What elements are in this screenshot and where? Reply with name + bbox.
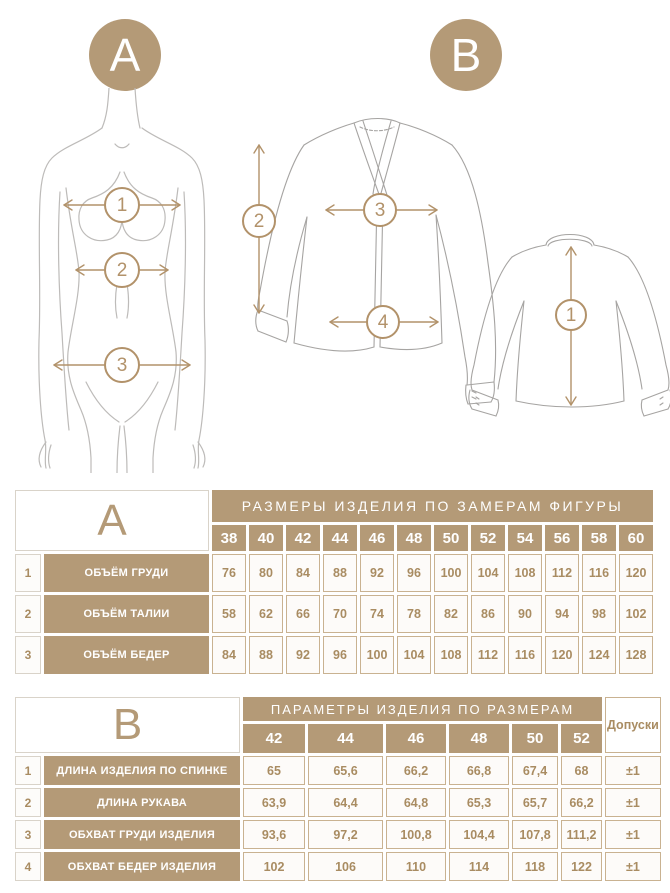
value-cell: 111,2 <box>561 820 602 849</box>
value-cell: 62 <box>249 595 283 633</box>
value-cell: 92 <box>360 554 394 592</box>
value-cell: 102 <box>619 595 653 633</box>
row-number-cell: 1 <box>15 554 41 592</box>
table-a-title: РАЗМЕРЫ ИЗДЕЛИЯ ПО ЗАМЕРАМ ФИГУРЫ <box>212 490 653 522</box>
size-header-cell: 48 <box>397 525 431 551</box>
value-cell: 118 <box>512 852 558 881</box>
value-cell: 100 <box>360 636 394 674</box>
value-cell: 65,7 <box>512 788 558 817</box>
value-cell: 58 <box>212 595 246 633</box>
value-cell: 122 <box>561 852 602 881</box>
size-header-cell: 56 <box>545 525 579 551</box>
measure-point-1-label: 1 <box>116 195 128 216</box>
table-b-corner-label: B <box>15 697 240 753</box>
row-number-cell: 1 <box>15 756 41 785</box>
value-cell: 116 <box>508 636 542 674</box>
size-header-cell: 52 <box>471 525 505 551</box>
value-cell: 66,2 <box>561 788 602 817</box>
value-cell: 74 <box>360 595 394 633</box>
figure-measurement-diagram <box>20 88 225 473</box>
table-b-title: ПАРАМЕТРЫ ИЗДЕЛИЯ ПО РАЗМЕРАМ <box>243 697 602 721</box>
table-row <box>15 554 653 592</box>
size-header-cell: 40 <box>249 525 283 551</box>
tolerance-cell: ±1 <box>605 756 661 785</box>
value-cell: 88 <box>323 554 357 592</box>
table-row <box>15 788 661 817</box>
bust-measure <box>64 188 180 222</box>
value-cell: 70 <box>323 595 357 633</box>
value-cell: 68 <box>561 756 602 785</box>
table-garment-parameters <box>12 694 664 884</box>
value-cell: 65,3 <box>449 788 509 817</box>
value-cell: 96 <box>397 554 431 592</box>
value-cell: 100 <box>434 554 468 592</box>
value-cell: 98 <box>582 595 616 633</box>
table-row <box>15 636 653 674</box>
value-cell: 64,8 <box>386 788 446 817</box>
row-number-cell: 2 <box>15 595 41 633</box>
value-cell: 88 <box>249 636 283 674</box>
size-header-cell: 60 <box>619 525 653 551</box>
value-cell: 96 <box>323 636 357 674</box>
value-cell: 104 <box>471 554 505 592</box>
value-cell: 102 <box>243 852 305 881</box>
size-header-cell: 50 <box>512 724 558 753</box>
value-cell: 94 <box>545 595 579 633</box>
size-header-cell: 44 <box>323 525 357 551</box>
tolerance-cell: ±1 <box>605 852 661 881</box>
row-label-cell: ОБЪЁМ ГРУДИ <box>44 554 209 592</box>
value-cell: 76 <box>212 554 246 592</box>
table-row <box>15 756 661 785</box>
value-cell: 66,2 <box>386 756 446 785</box>
value-cell: 66 <box>286 595 320 633</box>
tolerance-cell: ±1 <box>605 820 661 849</box>
value-cell: 104 <box>397 636 431 674</box>
section-b-badge: B <box>430 19 502 91</box>
value-cell: 63,9 <box>243 788 305 817</box>
value-cell: 65 <box>243 756 305 785</box>
value-cell: 114 <box>449 852 509 881</box>
value-cell: 108 <box>434 636 468 674</box>
value-cell: 106 <box>308 852 383 881</box>
back-length-measure <box>556 247 586 405</box>
value-cell: 92 <box>286 636 320 674</box>
row-number-cell: 2 <box>15 788 41 817</box>
row-label-cell: ОБЪЁМ ТАЛИИ <box>44 595 209 633</box>
value-cell: 64,4 <box>308 788 383 817</box>
chest-width-measure <box>326 194 437 226</box>
sleeve-length-measure <box>243 145 275 313</box>
value-cell: 93,6 <box>243 820 305 849</box>
value-cell: 108 <box>508 554 542 592</box>
size-header-cell: 42 <box>243 724 305 753</box>
tolerance-header-cell: Допуски <box>605 697 661 753</box>
size-header-cell: 46 <box>386 724 446 753</box>
value-cell: 104,4 <box>449 820 509 849</box>
tolerance-cell: ±1 <box>605 788 661 817</box>
size-header-cell: 38 <box>212 525 246 551</box>
value-cell: 112 <box>471 636 505 674</box>
value-cell: 120 <box>619 554 653 592</box>
value-cell: 78 <box>397 595 431 633</box>
value-cell: 97,2 <box>308 820 383 849</box>
measure-point-1-label: 1 <box>565 305 577 326</box>
value-cell: 80 <box>249 554 283 592</box>
row-label-cell: ДЛИНА РУКАВА <box>44 788 240 817</box>
value-cell: 67,4 <box>512 756 558 785</box>
size-header-cell: 42 <box>286 525 320 551</box>
value-cell: 116 <box>582 554 616 592</box>
row-number-cell: 3 <box>15 820 41 849</box>
size-header-cell: 58 <box>582 525 616 551</box>
value-cell: 65,6 <box>308 756 383 785</box>
value-cell: 66,8 <box>449 756 509 785</box>
row-label-cell: ДЛИНА ИЗДЕЛИЯ ПО СПИНКЕ <box>44 756 240 785</box>
size-header-cell: 48 <box>449 724 509 753</box>
table-row <box>15 820 661 849</box>
value-cell: 86 <box>471 595 505 633</box>
size-header-cell: 50 <box>434 525 468 551</box>
value-cell: 120 <box>545 636 579 674</box>
measure-point-4-label: 4 <box>377 312 389 333</box>
measure-point-3-label: 3 <box>374 200 386 221</box>
hem-width-measure <box>330 306 438 338</box>
value-cell: 82 <box>434 595 468 633</box>
table-a-corner-label: A <box>15 490 209 551</box>
waist-measure <box>76 253 168 287</box>
table-figure-measurements <box>12 487 656 677</box>
section-a-badge: A <box>89 19 161 91</box>
row-label-cell: ОБХВАТ ГРУДИ ИЗДЕЛИЯ <box>44 820 240 849</box>
table-row <box>15 852 661 881</box>
size-header-cell: 44 <box>308 724 383 753</box>
table-row <box>15 595 653 633</box>
row-number-cell: 4 <box>15 852 41 881</box>
row-label-cell: ОБХВАТ БЕДЕР ИЗДЕЛИЯ <box>44 852 240 881</box>
size-header-cell: 46 <box>360 525 394 551</box>
hip-measure <box>54 348 190 382</box>
value-cell: 110 <box>386 852 446 881</box>
value-cell: 100,8 <box>386 820 446 849</box>
measure-point-2-label: 2 <box>253 211 265 232</box>
measure-point-3-label: 3 <box>116 355 128 376</box>
value-cell: 107,8 <box>512 820 558 849</box>
value-cell: 128 <box>619 636 653 674</box>
value-cell: 84 <box>286 554 320 592</box>
size-header-cell: 54 <box>508 525 542 551</box>
value-cell: 124 <box>582 636 616 674</box>
value-cell: 90 <box>508 595 542 633</box>
blouse-back-diagram <box>452 213 670 418</box>
row-label-cell: ОБЪЁМ БЕДЕР <box>44 636 209 674</box>
value-cell: 84 <box>212 636 246 674</box>
measure-point-2-label: 2 <box>116 260 128 281</box>
size-header-cell: 52 <box>561 724 602 753</box>
value-cell: 112 <box>545 554 579 592</box>
row-number-cell: 3 <box>15 636 41 674</box>
